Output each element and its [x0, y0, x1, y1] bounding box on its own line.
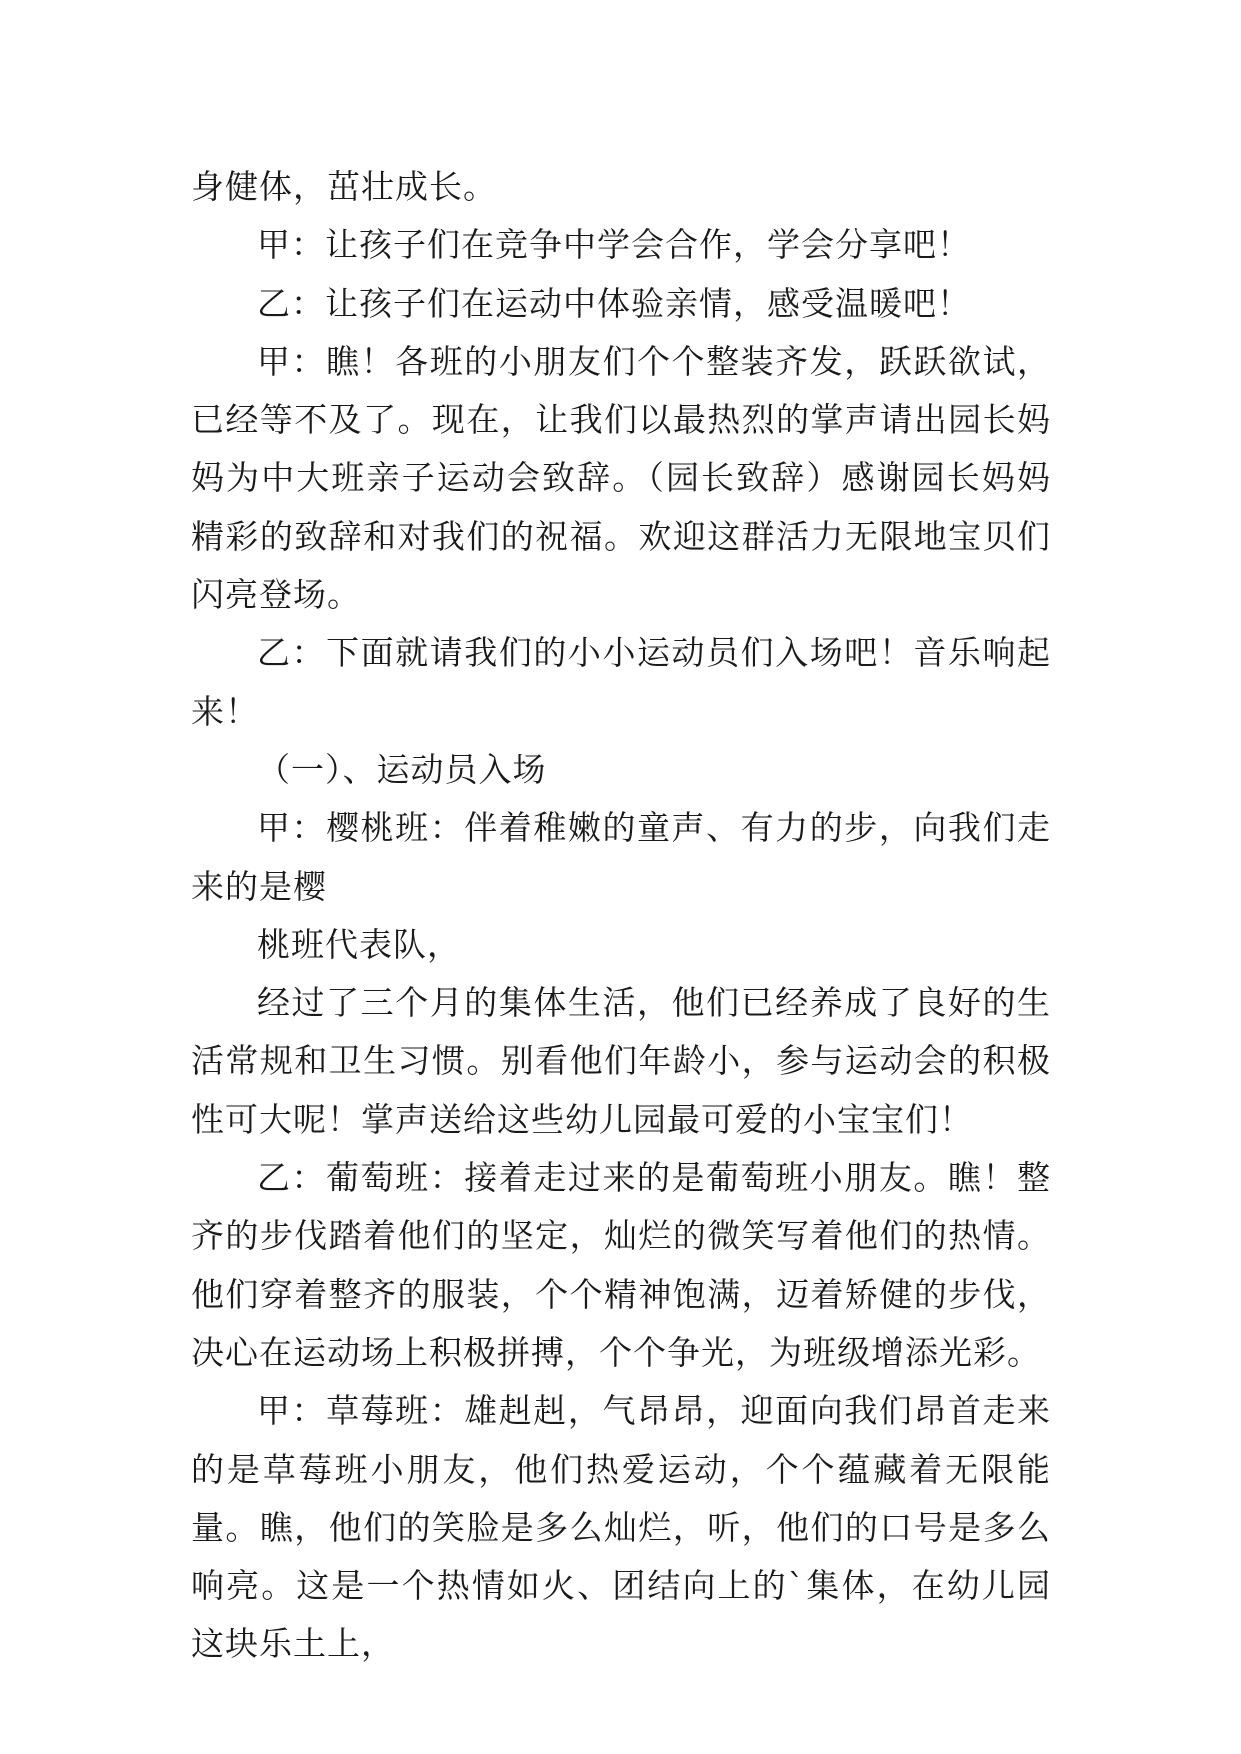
paragraph: 乙：葡萄班：接着走过来的是葡萄班小朋友。瞧！整齐的步伐踏着他们的坚定，灿烂的微笑写着他们的热情。他们穿着整齐的服装，个个精神饱满，迈着矫健的步伐，决心在运动场上积极拼搏，个个争光，为班级增添光彩。	[191, 1158, 1051, 1372]
paragraph: 甲：草莓班：雄赳赳，气昂昂，迎面向我们昂首走来的是草莓班小朋友，他们热爱运动，个个蕴藏着无限能量。瞧，他们的笑脸是多么灿烂，听，他们的口号是多么响亮。这是一个热情如火、团结向上的`集体，在幼儿园这块乐土上，	[191, 1391, 1051, 1664]
paragraph: 身健体，茁壮成长。	[191, 167, 497, 206]
document-body	[191, 158, 1051, 1674]
section-heading: （一）、运动员入场	[257, 749, 547, 789]
paragraph: 经过了三个月的集体生活，他们已经养成了良好的生活常规和卫生习惯。别看他们年龄小，参与运动会的积极性可大呢！掌声送给这些幼儿园最可爱的小宝宝们！	[191, 983, 1051, 1139]
paragraph: 甲：樱桃班：伴着稚嫩的童声、有力的步，向我们走来的是樱	[191, 808, 1051, 906]
paragraph: 甲：让孩子们在竞争中学会合作，学会分享吧！	[257, 225, 971, 265]
paragraph: 乙：让孩子们在运动中体验亲情，感受温暖吧！	[257, 283, 971, 323]
paragraph: 乙：下面就请我们的小小运动员们入场吧！音乐响起来！	[191, 633, 1051, 731]
paragraph: 桃班代表队，	[257, 924, 461, 964]
paragraph: 甲：瞧！各班的小朋友们个个整装齐发，跃跃欲试，已经等不及了。现在，让我们以最热烈的掌声请出园长妈妈为中大班亲子运动会致辞。（园长致辞）感谢园长妈妈精彩的致辞和对我们的祝福。欢迎这群活力无限地宝贝们闪亮登场。	[191, 341, 1051, 615]
